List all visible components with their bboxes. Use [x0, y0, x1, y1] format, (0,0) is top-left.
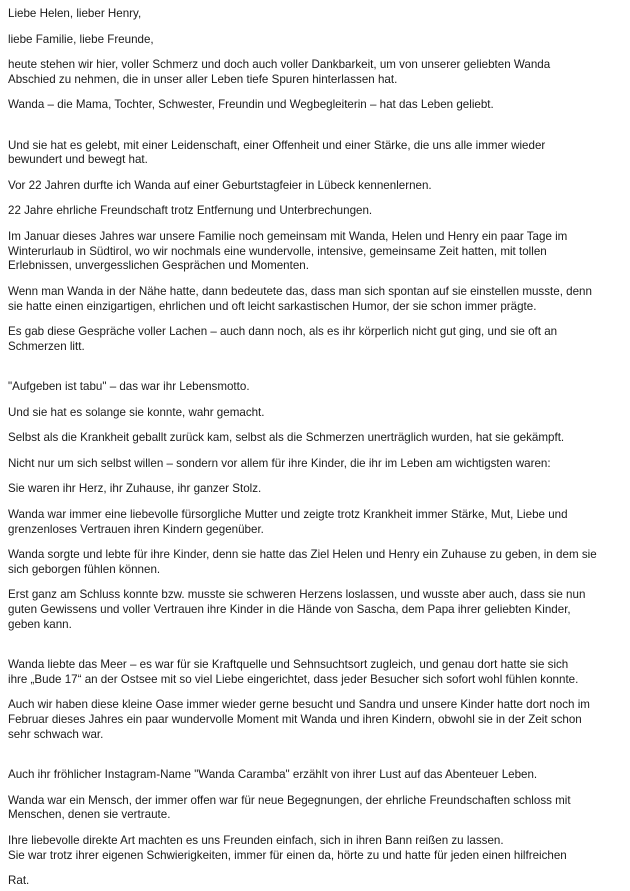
paragraph-line: Und sie hat es solange sie konnte, wahr gemacht. — [8, 405, 265, 419]
paragraph-line: Abschied zu nehmen, die in unser aller Leben tiefe Spuren hinterlassen hat. — [8, 72, 398, 86]
paragraph-line: Wanda war immer eine liebevolle fürsorgliche Mutter und zeigte trotz Krankheit immer Stärke, Mut, Liebe und — [8, 507, 568, 521]
paragraph-line: heute stehen wir hier, voller Schmerz und doch auch voller Dankbarkeit, um von unserer geliebten Wanda — [8, 58, 551, 72]
paragraph-line: bewundert und bewegt hat. — [8, 153, 148, 167]
salutation-line: Liebe Helen, lieber Henry, — [8, 7, 142, 20]
paragraph-line: Schmerzen litt. — [8, 339, 85, 353]
paragraph-line: sie hatte einen einzigartigen, ehrlichen und oft leicht sarkastischen Humor, der sie schon immer prägte. — [8, 299, 537, 313]
paragraph-line: Im Januar dieses Jahres war unsere Familie noch gemeinsam mit Wanda, Helen und Henry ein paar Tage im — [8, 229, 568, 243]
paragraph-line: Ihre liebevolle direkte Art machten es uns Freunden einfach, sich in ihren Bann reißen zu lassen. — [8, 833, 504, 847]
paragraph-line: Februar dieses Jahres ein paar wundervolle Moment mit Wanda und ihren Kindern, obwohl sie in der Zeit schon — [8, 713, 582, 727]
paragraph-line: sich geborgen fühlen können. — [8, 562, 161, 576]
paragraph-line: Winterurlaub in Südtirol, wo wir nochmals eine wundervolle, intensive, gemeinsame Zeit hatten, mit tollen — [8, 244, 547, 258]
paragraph-line: Wenn man Wanda in der Nähe hatte, dann bedeutete das, dass man sich spontan auf sie einstellen musste, denn — [8, 284, 592, 298]
paragraph-line: Nicht nur um sich selbst willen – sondern vor allem für ihre Kinder, die ihr im Leben am wichtigsten waren: — [8, 456, 551, 470]
paragraph-line: Vor 22 Jahren durfte ich Wanda auf einer Geburtstagfeier in Lübeck kennenlernen. — [8, 178, 432, 192]
paragraph-line: sehr schwach war. — [8, 727, 104, 741]
paragraph-line: Auch wir haben diese kleine Oase immer wieder gerne besucht und Sandra und unsere Kinder hatte dort noch im — [8, 698, 590, 712]
paragraph-line: Rat. — [8, 874, 30, 888]
paragraph-line: 22 Jahre ehrliche Freundschaft trotz Entfernung und Unterbrechungen. — [8, 204, 373, 218]
paragraph-line: Und sie hat es gelebt, mit einer Leidenschaft, einer Offenheit und einer Stärke, die uns alle immer wieder — [8, 138, 546, 152]
paragraph-line: Wanda – die Mama, Tochter, Schwester, Freundin und Wegbegleiterin – hat das Leben geliebt. — [8, 98, 494, 112]
salutation-line: liebe Familie, liebe Freunde, — [8, 32, 154, 46]
paragraph-line: Sie war trotz ihrer eigenen Schwierigkeiten, immer für einen da, hörte zu und hatte für jeden einen hilfreichen — [8, 848, 567, 862]
paragraph-line: Wanda liebte das Meer – es war für sie Kraftquelle und Sehnsuchtsort zugleich, und genau dort hatte sie sich — [8, 658, 569, 672]
paragraph-line: "Aufgeben ist tabu" – das war ihr Lebensmotto. — [8, 380, 250, 394]
paragraph-line: Erlebnissen, unvergesslichen Gesprächen und Momenten. — [8, 259, 309, 273]
paragraph-line: Es gab diese Gespräche voller Lachen – auch dann noch, als es ihr körperlich nicht gut ging, und sie oft an — [8, 325, 558, 339]
paragraph-line: ihre „Bude 17“ an der Ostsee mit so viel Liebe eingerichtet, dass jeder Besucher sich sofort wohl fühlen konnte. — [8, 672, 579, 686]
paragraph-line: Selbst als die Krankheit geballt zurück kam, selbst als die Schmerzen unerträglich wurden, hat sie gekämpft. — [8, 431, 565, 445]
paragraph-line: Erst ganz am Schluss konnte bzw. musste sie schweren Herzens loslassen, und wusste aber auch, dass sie nun — [8, 588, 586, 602]
paragraph-line: Auch ihr fröhlicher Instagram-Name "Wanda Caramba" erzählt von ihrer Lust auf das Abenteuer Leben. — [8, 768, 538, 782]
paragraph-line: Wanda war ein Mensch, der immer offen war für neue Begegnungen, der ehrliche Freundschaften schloss mit — [8, 793, 571, 807]
paragraph-line: grenzenloses Vertrauen ihren Kindern gegenüber. — [8, 522, 264, 536]
paragraph-line: Menschen, denen sie vertraute. — [8, 808, 171, 822]
paragraph-line: geben kann. — [8, 617, 72, 631]
paragraph-line: Wanda sorgte und lebte für ihre Kinder, denn sie hatte das Ziel Helen und Henry ein Zuhause zu geben, in dem sie — [8, 548, 597, 562]
paragraph-line: Sie waren ihr Herz, ihr Zuhause, ihr ganzer Stolz. — [8, 482, 262, 496]
paragraph-line: guten Gewissens und voller Vertrauen ihre Kinder in die Hände von Sascha, dem Papa ihrer geliebten Kinder, — [8, 603, 571, 617]
